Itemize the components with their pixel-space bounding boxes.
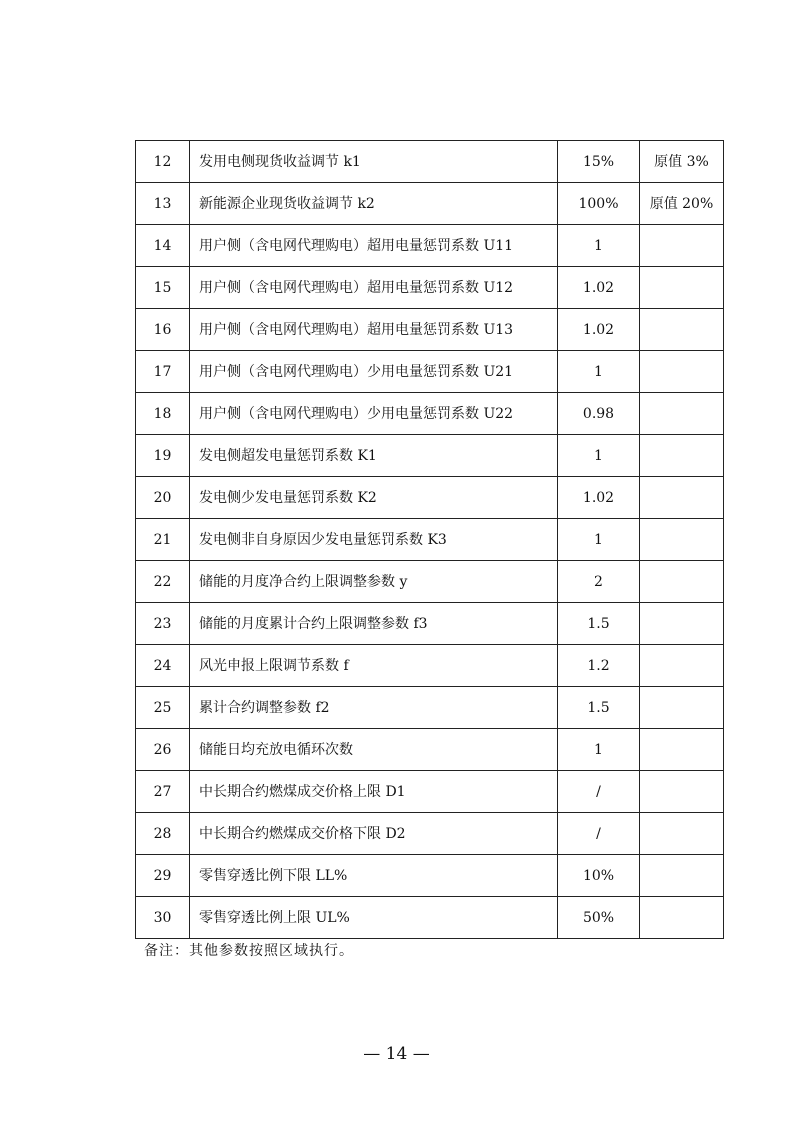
row-number-cell: 23: [136, 603, 190, 645]
parameter-value-cell: 1.5: [558, 603, 640, 645]
table-row: [136, 393, 724, 435]
parameter-name-cell: 发电侧超发电量惩罚系数 K1: [190, 435, 558, 477]
row-number-cell: 28: [136, 813, 190, 855]
parameter-value-cell: 2: [558, 561, 640, 603]
parameter-note-cell: [640, 351, 724, 393]
row-number-cell: 17: [136, 351, 190, 393]
parameter-note-cell: [640, 225, 724, 267]
row-number-cell: 12: [136, 141, 190, 183]
parameter-value-cell: 0.98: [558, 393, 640, 435]
parameter-note-cell: [640, 813, 724, 855]
parameter-value-cell: 1.02: [558, 477, 640, 519]
parameter-name-cell: 发用电侧现货收益调节 k1: [190, 141, 558, 183]
table-row: [136, 351, 724, 393]
row-number-cell: 13: [136, 183, 190, 225]
row-number-cell: 21: [136, 519, 190, 561]
parameter-name-cell: 用户侧（含电网代理购电）超用电量惩罚系数 U12: [190, 267, 558, 309]
parameter-name-cell: 用户侧（含电网代理购电）超用电量惩罚系数 U13: [190, 309, 558, 351]
page-number: — 14 —: [363, 1044, 430, 1064]
parameter-value-cell: 1: [558, 435, 640, 477]
parameter-value-cell: 1: [558, 225, 640, 267]
table-row: [136, 645, 724, 687]
parameter-name-cell: 零售穿透比例上限 UL%: [190, 897, 558, 939]
parameter-table: [135, 140, 724, 939]
table-row: [136, 897, 724, 939]
parameter-note-cell: [640, 603, 724, 645]
parameter-name-cell: 累计合约调整参数 f2: [190, 687, 558, 729]
parameter-name-cell: 中长期合约燃煤成交价格下限 D2: [190, 813, 558, 855]
parameter-note-cell: [640, 309, 724, 351]
row-number-cell: 18: [136, 393, 190, 435]
parameter-value-cell: 1.02: [558, 267, 640, 309]
table-row: [136, 603, 724, 645]
row-number-cell: 25: [136, 687, 190, 729]
row-number-cell: 15: [136, 267, 190, 309]
table-row: [136, 855, 724, 897]
parameter-name-cell: 中长期合约燃煤成交价格上限 D1: [190, 771, 558, 813]
parameter-value-cell: 1: [558, 351, 640, 393]
parameter-note-cell: [640, 729, 724, 771]
parameter-name-cell: 风光申报上限调节系数 f: [190, 645, 558, 687]
row-number-cell: 26: [136, 729, 190, 771]
row-number-cell: 29: [136, 855, 190, 897]
row-number-cell: 14: [136, 225, 190, 267]
table-row: [136, 309, 724, 351]
parameter-table-container: [135, 140, 714, 939]
table-row: [136, 687, 724, 729]
table-row: [136, 225, 724, 267]
parameter-note-cell: 原值 20%: [640, 183, 724, 225]
parameter-name-cell: 用户侧（含电网代理购电）少用电量惩罚系数 U21: [190, 351, 558, 393]
table-row: [136, 729, 724, 771]
parameter-note-cell: [640, 519, 724, 561]
table-remark: 备注：其他参数按照区域执行。: [144, 943, 354, 959]
parameter-note-cell: [640, 855, 724, 897]
parameter-note-cell: [640, 393, 724, 435]
table-row: [136, 435, 724, 477]
parameter-value-cell: /: [558, 771, 640, 813]
parameter-value-cell: 15%: [558, 141, 640, 183]
row-number-cell: 16: [136, 309, 190, 351]
table-row: [136, 141, 724, 183]
parameter-value-cell: 1: [558, 519, 640, 561]
parameter-note-cell: [640, 645, 724, 687]
parameter-name-cell: 发电侧非自身原因少发电量惩罚系数 K3: [190, 519, 558, 561]
parameter-name-cell: 储能的月度净合约上限调整参数 y: [190, 561, 558, 603]
table-row: [136, 183, 724, 225]
parameter-value-cell: 1.5: [558, 687, 640, 729]
table-row: [136, 477, 724, 519]
row-number-cell: 27: [136, 771, 190, 813]
parameter-table-body: [136, 141, 724, 939]
parameter-note-cell: [640, 771, 724, 813]
parameter-value-cell: 1.02: [558, 309, 640, 351]
parameter-value-cell: /: [558, 813, 640, 855]
table-row: [136, 813, 724, 855]
parameter-value-cell: 100%: [558, 183, 640, 225]
parameter-name-cell: 用户侧（含电网代理购电）少用电量惩罚系数 U22: [190, 393, 558, 435]
parameter-name-cell: 发电侧少发电量惩罚系数 K2: [190, 477, 558, 519]
parameter-note-cell: [640, 435, 724, 477]
parameter-note-cell: [640, 267, 724, 309]
parameter-note-cell: [640, 687, 724, 729]
parameter-name-cell: 用户侧（含电网代理购电）超用电量惩罚系数 U11: [190, 225, 558, 267]
row-number-cell: 20: [136, 477, 190, 519]
parameter-name-cell: 储能日均充放电循环次数: [190, 729, 558, 771]
parameter-value-cell: 1: [558, 729, 640, 771]
parameter-name-cell: 新能源企业现货收益调节 k2: [190, 183, 558, 225]
row-number-cell: 19: [136, 435, 190, 477]
parameter-value-cell: 10%: [558, 855, 640, 897]
parameter-value-cell: 50%: [558, 897, 640, 939]
table-row: [136, 267, 724, 309]
parameter-value-cell: 1.2: [558, 645, 640, 687]
parameter-note-cell: 原值 3%: [640, 141, 724, 183]
row-number-cell: 30: [136, 897, 190, 939]
table-row: [136, 561, 724, 603]
row-number-cell: 24: [136, 645, 190, 687]
parameter-note-cell: [640, 897, 724, 939]
parameter-note-cell: [640, 561, 724, 603]
row-number-cell: 22: [136, 561, 190, 603]
parameter-name-cell: 储能的月度累计合约上限调整参数 f3: [190, 603, 558, 645]
parameter-note-cell: [640, 477, 724, 519]
table-row: [136, 771, 724, 813]
parameter-name-cell: 零售穿透比例下限 LL%: [190, 855, 558, 897]
table-row: [136, 519, 724, 561]
